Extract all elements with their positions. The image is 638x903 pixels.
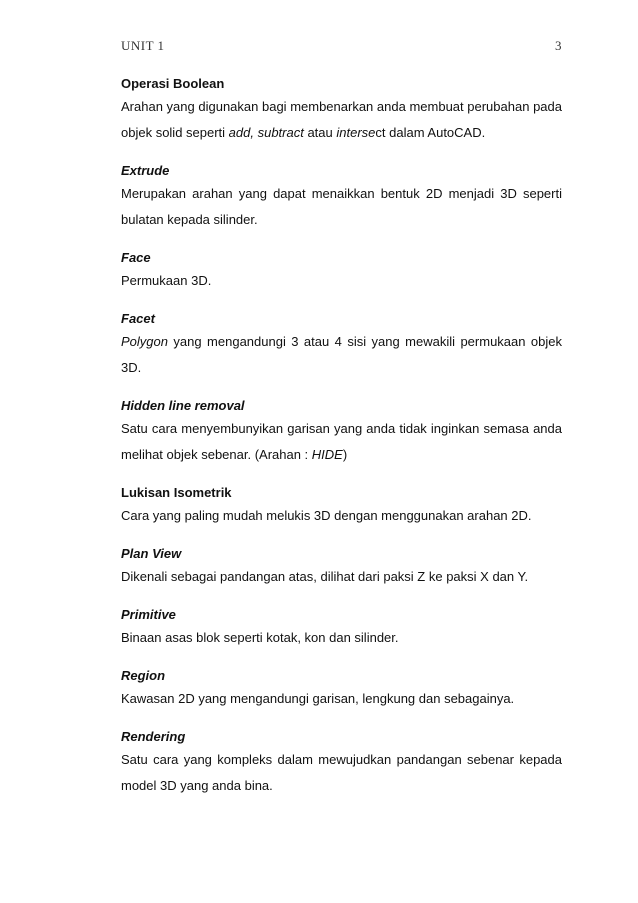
term-definition: [121, 686, 562, 712]
entry-facet: [121, 309, 562, 381]
entry-rendering: [121, 727, 562, 799]
term-definition: [121, 94, 562, 146]
entry-operasi-boolean: [121, 74, 562, 146]
entry-lukisan-isometrik: [121, 483, 562, 529]
definition-italic-text: add, subtract: [228, 125, 304, 140]
definition-text: Satu cara yang kompleks dalam mewujudkan pandangan sebenar kepada model 3D yang anda bina.: [121, 752, 562, 793]
definition-text: Dikenali sebagai pandangan atas, dilihat dari paksi Z ke paksi X dan Y.: [121, 569, 529, 584]
term-definition: [121, 625, 562, 651]
entry-primitive: [121, 605, 562, 651]
term-definition: [121, 564, 562, 590]
definition-text: Permukaan 3D.: [121, 273, 212, 288]
page-number: 3: [555, 38, 562, 53]
term-title: Plan View: [121, 546, 182, 561]
definition-text: Cara yang paling mudah melukis 3D dengan menggunakan arahan 2D.: [121, 508, 532, 523]
term-title: Face: [121, 250, 151, 265]
definition-text: yang mengandungi 3 atau 4 sisi yang mewakili permukaan objek 3D.: [121, 334, 562, 375]
term-title: Primitive: [121, 607, 176, 622]
term-definition: [121, 268, 562, 294]
definition-italic-text: Polygon: [121, 334, 168, 349]
term-title: Operasi Boolean: [121, 76, 225, 91]
definition-text: ): [342, 447, 348, 462]
term-definition: [121, 747, 562, 799]
term-title: Hidden line removal: [121, 398, 245, 413]
definition-italic-text: interse: [336, 125, 376, 140]
definition-text: atau: [303, 125, 337, 140]
term-definition: [121, 416, 562, 468]
entry-plan-view: [121, 544, 562, 590]
definition-text: Satu cara menyembunyikan garisan yang anda tidak inginkan semasa anda melihat objek sebenar. (Arahan :: [121, 421, 562, 462]
entry-hidden-line-removal: [121, 396, 562, 468]
term-title: Extrude: [121, 163, 170, 178]
definition-text: Kawasan 2D yang mengandungi garisan, lengkung dan sebagainya.: [121, 691, 515, 706]
definition-text: ct dalam AutoCAD.: [375, 125, 486, 140]
unit-header: UNIT 1: [121, 38, 165, 53]
term-title: Lukisan Isometrik: [121, 485, 232, 500]
term-definition: [121, 329, 562, 381]
term-title: Region: [121, 668, 166, 683]
definition-text: Binaan asas blok seperti kotak, kon dan silinder.: [121, 630, 399, 645]
definition-text: Merupakan arahan yang dapat menaikkan bentuk 2D menjadi 3D seperti bulatan kepada silinder.: [121, 186, 562, 227]
glossary-body: [121, 74, 562, 814]
term-title: Rendering: [121, 729, 186, 744]
entry-region: [121, 666, 562, 712]
entry-extrude: [121, 161, 562, 233]
definition-italic-text: HIDE: [311, 447, 343, 462]
term-definition: [121, 181, 562, 233]
entry-face: [121, 248, 562, 294]
term-definition: [121, 503, 562, 529]
term-title: Facet: [121, 311, 155, 326]
definition-text: Arahan yang digunakan bagi membenarkan anda membuat perubahan pada objek solid seperti: [121, 99, 562, 140]
